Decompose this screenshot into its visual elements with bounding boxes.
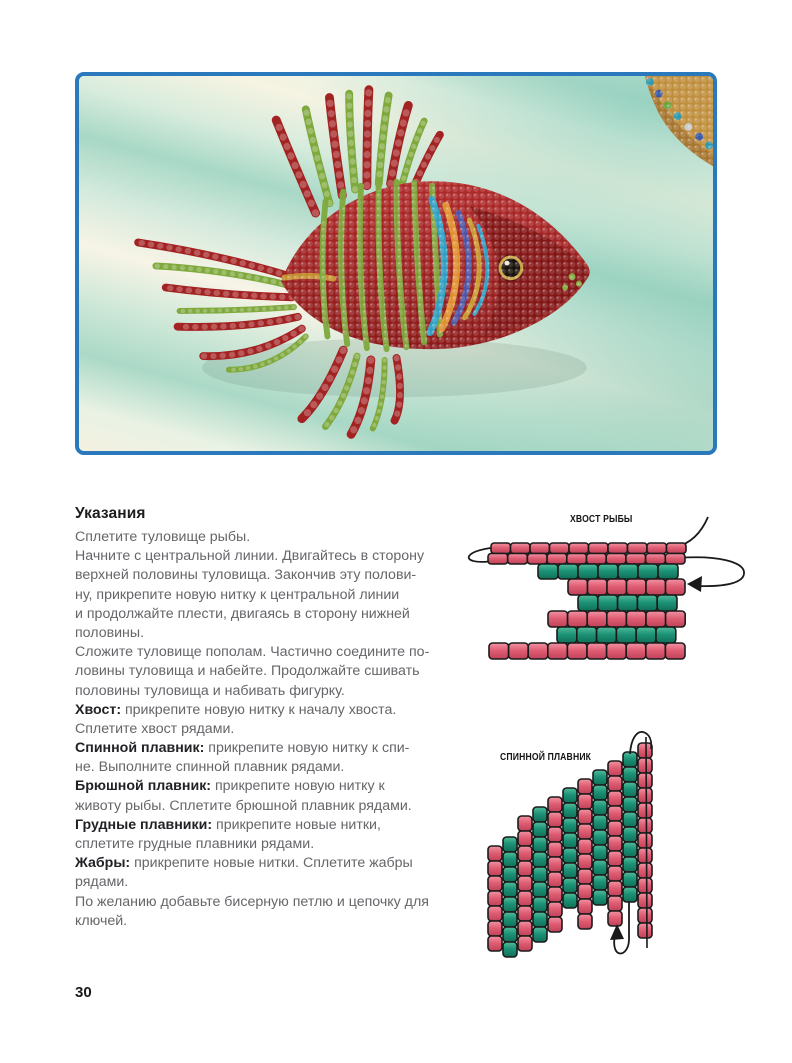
bead <box>563 848 577 863</box>
bead <box>638 773 652 788</box>
bead <box>518 891 532 906</box>
photo-frame <box>75 72 717 455</box>
bead <box>638 758 652 773</box>
bead <box>578 869 592 884</box>
bead <box>637 595 657 611</box>
bead <box>503 867 517 882</box>
bead <box>548 917 562 932</box>
bead <box>666 611 686 627</box>
bead <box>638 818 652 833</box>
bead <box>533 822 547 837</box>
bead <box>578 854 592 869</box>
bead <box>608 881 622 896</box>
bead <box>533 912 547 927</box>
bead <box>518 876 532 891</box>
bead <box>587 643 607 659</box>
bead <box>593 890 607 905</box>
instruction-line: сплетите грудные плавники рядами. <box>75 836 315 852</box>
bead <box>488 846 502 861</box>
bead <box>623 752 637 767</box>
bead <box>538 564 558 579</box>
bead <box>533 882 547 897</box>
bead <box>563 803 577 818</box>
bead <box>550 543 570 554</box>
bead <box>548 812 562 827</box>
bead <box>646 554 666 565</box>
bead <box>489 643 509 659</box>
bead <box>608 851 622 866</box>
bead <box>578 779 592 794</box>
bead <box>623 812 637 827</box>
bead <box>666 579 686 595</box>
bead <box>646 611 666 627</box>
bead <box>587 611 607 627</box>
bead <box>608 866 622 881</box>
bead <box>608 761 622 776</box>
instruction-line: ключей. <box>75 912 128 929</box>
instructions-heading: Указания <box>75 505 146 522</box>
diagram-tail <box>440 505 752 680</box>
instruction-line: Грудные плавники: прикрепите новые нитки, <box>75 816 381 833</box>
corner-beaded-star <box>645 76 713 166</box>
instruction-line: Брюшной плавник: прикрепите новую нитку к <box>75 778 385 795</box>
bead <box>638 908 652 923</box>
bead <box>578 824 592 839</box>
bead <box>548 902 562 917</box>
bead <box>667 543 687 554</box>
bead <box>563 818 577 833</box>
instruction-line: верхней половины туловища. Закончив эту полови- <box>75 567 417 584</box>
bead <box>527 554 547 565</box>
bead <box>578 914 592 929</box>
bead <box>548 887 562 902</box>
instruction-line: Сложите туловище пополам. Частично соедините по- <box>75 644 430 661</box>
bead <box>616 627 636 643</box>
bead <box>593 845 607 860</box>
bead <box>528 643 548 659</box>
bead <box>623 857 637 872</box>
bead <box>606 554 626 565</box>
bead <box>533 852 547 867</box>
dorsal-fin-bead-diagram <box>440 725 752 980</box>
bead <box>503 897 517 912</box>
bead <box>638 863 652 878</box>
bead <box>563 788 577 803</box>
bead <box>568 579 588 595</box>
bead <box>503 912 517 927</box>
bead <box>578 839 592 854</box>
bead <box>563 863 577 878</box>
bead <box>646 579 666 595</box>
instruction-line: Спинной плавник: прикрепите новую нитку к спи- <box>75 740 410 757</box>
bead <box>548 842 562 857</box>
bead <box>607 611 627 627</box>
bead <box>626 611 646 627</box>
bead <box>518 861 532 876</box>
bead <box>636 627 656 643</box>
bead <box>547 554 567 565</box>
bead <box>533 897 547 912</box>
bead <box>593 830 607 845</box>
instruction-line: Сплетите туловище рыбы. <box>75 529 251 545</box>
bead <box>589 543 609 554</box>
instruction-line: не. Выполните спинной плавник рядами. <box>75 759 345 776</box>
bead <box>623 797 637 812</box>
bead <box>626 643 646 659</box>
instruction-line: ловины туловища и набейте. Продолжайте сшивать <box>75 663 420 680</box>
bead <box>608 791 622 806</box>
bead <box>567 643 587 659</box>
bead <box>518 921 532 936</box>
bead <box>588 579 608 595</box>
bead-rows <box>488 543 686 659</box>
instruction-line: половины туловища и набивать фигурку. <box>75 682 345 699</box>
bead <box>638 743 652 758</box>
bead <box>548 797 562 812</box>
bead <box>623 827 637 842</box>
bead <box>618 564 638 579</box>
bead <box>578 595 598 611</box>
instruction-line: рядами. <box>75 874 129 891</box>
bead <box>557 627 577 643</box>
instructions-text <box>75 528 431 931</box>
thread-through-column <box>646 737 647 948</box>
bead <box>563 893 577 908</box>
bead <box>563 833 577 848</box>
bead <box>623 872 637 887</box>
bead <box>638 833 652 848</box>
diagram-fin-title: СПИННОЙ ПЛАВНИК <box>500 751 592 763</box>
page-number: 30 <box>75 984 92 1001</box>
instructions-section <box>75 505 431 931</box>
instruction-line: Жабры: прикрепите новые нитки. Сплетите жабры <box>75 855 413 872</box>
instruction-line: Начните с центральной линии. Двигайтесь в сторону <box>75 548 425 565</box>
corner-bead-texture <box>645 76 713 166</box>
bead <box>607 579 627 595</box>
bead <box>548 872 562 887</box>
thread-arrow <box>687 576 702 592</box>
bead <box>508 554 528 565</box>
bead <box>593 785 607 800</box>
bead <box>623 767 637 782</box>
bead <box>548 827 562 842</box>
instruction-line: ну, прикрепите новую нитку к центральной линии <box>75 586 400 603</box>
bead <box>665 643 685 659</box>
instruction-line: животу рыбы. Сплетите брюшной плавник рядами. <box>75 797 412 814</box>
bead <box>569 543 589 554</box>
bead <box>608 806 622 821</box>
bead <box>623 887 637 902</box>
bead <box>488 921 502 936</box>
bead <box>638 564 658 579</box>
bead <box>638 788 652 803</box>
bead <box>593 815 607 830</box>
bead <box>608 896 622 911</box>
bead <box>577 627 597 643</box>
diagram-fin <box>440 725 752 980</box>
bead <box>503 942 517 957</box>
bead <box>638 848 652 863</box>
bead <box>593 770 607 785</box>
bead <box>608 776 622 791</box>
bead <box>568 611 588 627</box>
instruction-line: половины. <box>75 624 145 641</box>
bead <box>638 893 652 908</box>
bead <box>533 867 547 882</box>
bead <box>608 543 628 554</box>
bead <box>618 595 638 611</box>
bead <box>533 807 547 822</box>
bead <box>533 927 547 942</box>
bead <box>518 831 532 846</box>
bead <box>533 837 547 852</box>
instruction-line: По желанию добавьте бисерную петлю и цепочку для <box>75 893 429 910</box>
bead <box>488 861 502 876</box>
bead <box>511 543 531 554</box>
instruction-line: Хвост: прикрепите новую нитку к началу хвоста. <box>75 701 397 718</box>
bead <box>567 554 587 565</box>
bead <box>593 875 607 890</box>
bead <box>638 923 652 938</box>
bead <box>608 836 622 851</box>
bead <box>530 543 550 554</box>
bead <box>548 611 568 627</box>
bead <box>503 837 517 852</box>
bead <box>628 543 648 554</box>
bead <box>509 643 529 659</box>
bead <box>503 882 517 897</box>
bead <box>518 936 532 951</box>
bead <box>597 627 617 643</box>
bead <box>587 554 607 565</box>
bead <box>578 794 592 809</box>
bead <box>518 846 532 861</box>
bead <box>593 860 607 875</box>
bead <box>593 800 607 815</box>
bead <box>563 878 577 893</box>
bead <box>488 891 502 906</box>
bead <box>623 842 637 857</box>
bead <box>646 643 666 659</box>
beaded-fish-illustration <box>79 76 713 451</box>
bead <box>578 809 592 824</box>
bead <box>598 595 618 611</box>
bead <box>608 911 622 926</box>
bead <box>518 906 532 921</box>
bead <box>578 899 592 914</box>
bead <box>656 627 676 643</box>
bead <box>488 936 502 951</box>
bead <box>657 595 677 611</box>
bead <box>578 884 592 899</box>
bead <box>578 564 598 579</box>
bead <box>598 564 618 579</box>
bead <box>518 816 532 831</box>
bead <box>627 579 647 595</box>
bead <box>488 554 508 565</box>
bead <box>658 564 678 579</box>
bead <box>503 927 517 942</box>
bead <box>626 554 646 565</box>
bead <box>558 564 578 579</box>
bead <box>607 643 627 659</box>
instruction-line: и продолжайте плести, двигаясь в сторону нижней <box>75 605 410 622</box>
bead <box>503 852 517 867</box>
bead <box>665 554 685 565</box>
tail-bead-diagram <box>440 505 752 680</box>
bead <box>638 803 652 818</box>
diagram-tail-title: ХВОСТ РЫБЫ <box>570 513 633 525</box>
bead <box>491 543 511 554</box>
bead <box>548 643 568 659</box>
bead <box>608 821 622 836</box>
bead <box>638 878 652 893</box>
bead <box>488 876 502 891</box>
fish-photo <box>79 76 713 451</box>
bead <box>488 906 502 921</box>
bead <box>548 857 562 872</box>
bead <box>623 782 637 797</box>
bead <box>647 543 667 554</box>
bead-columns <box>488 743 652 957</box>
instruction-line: Сплетите хвост рядами. <box>75 720 235 737</box>
